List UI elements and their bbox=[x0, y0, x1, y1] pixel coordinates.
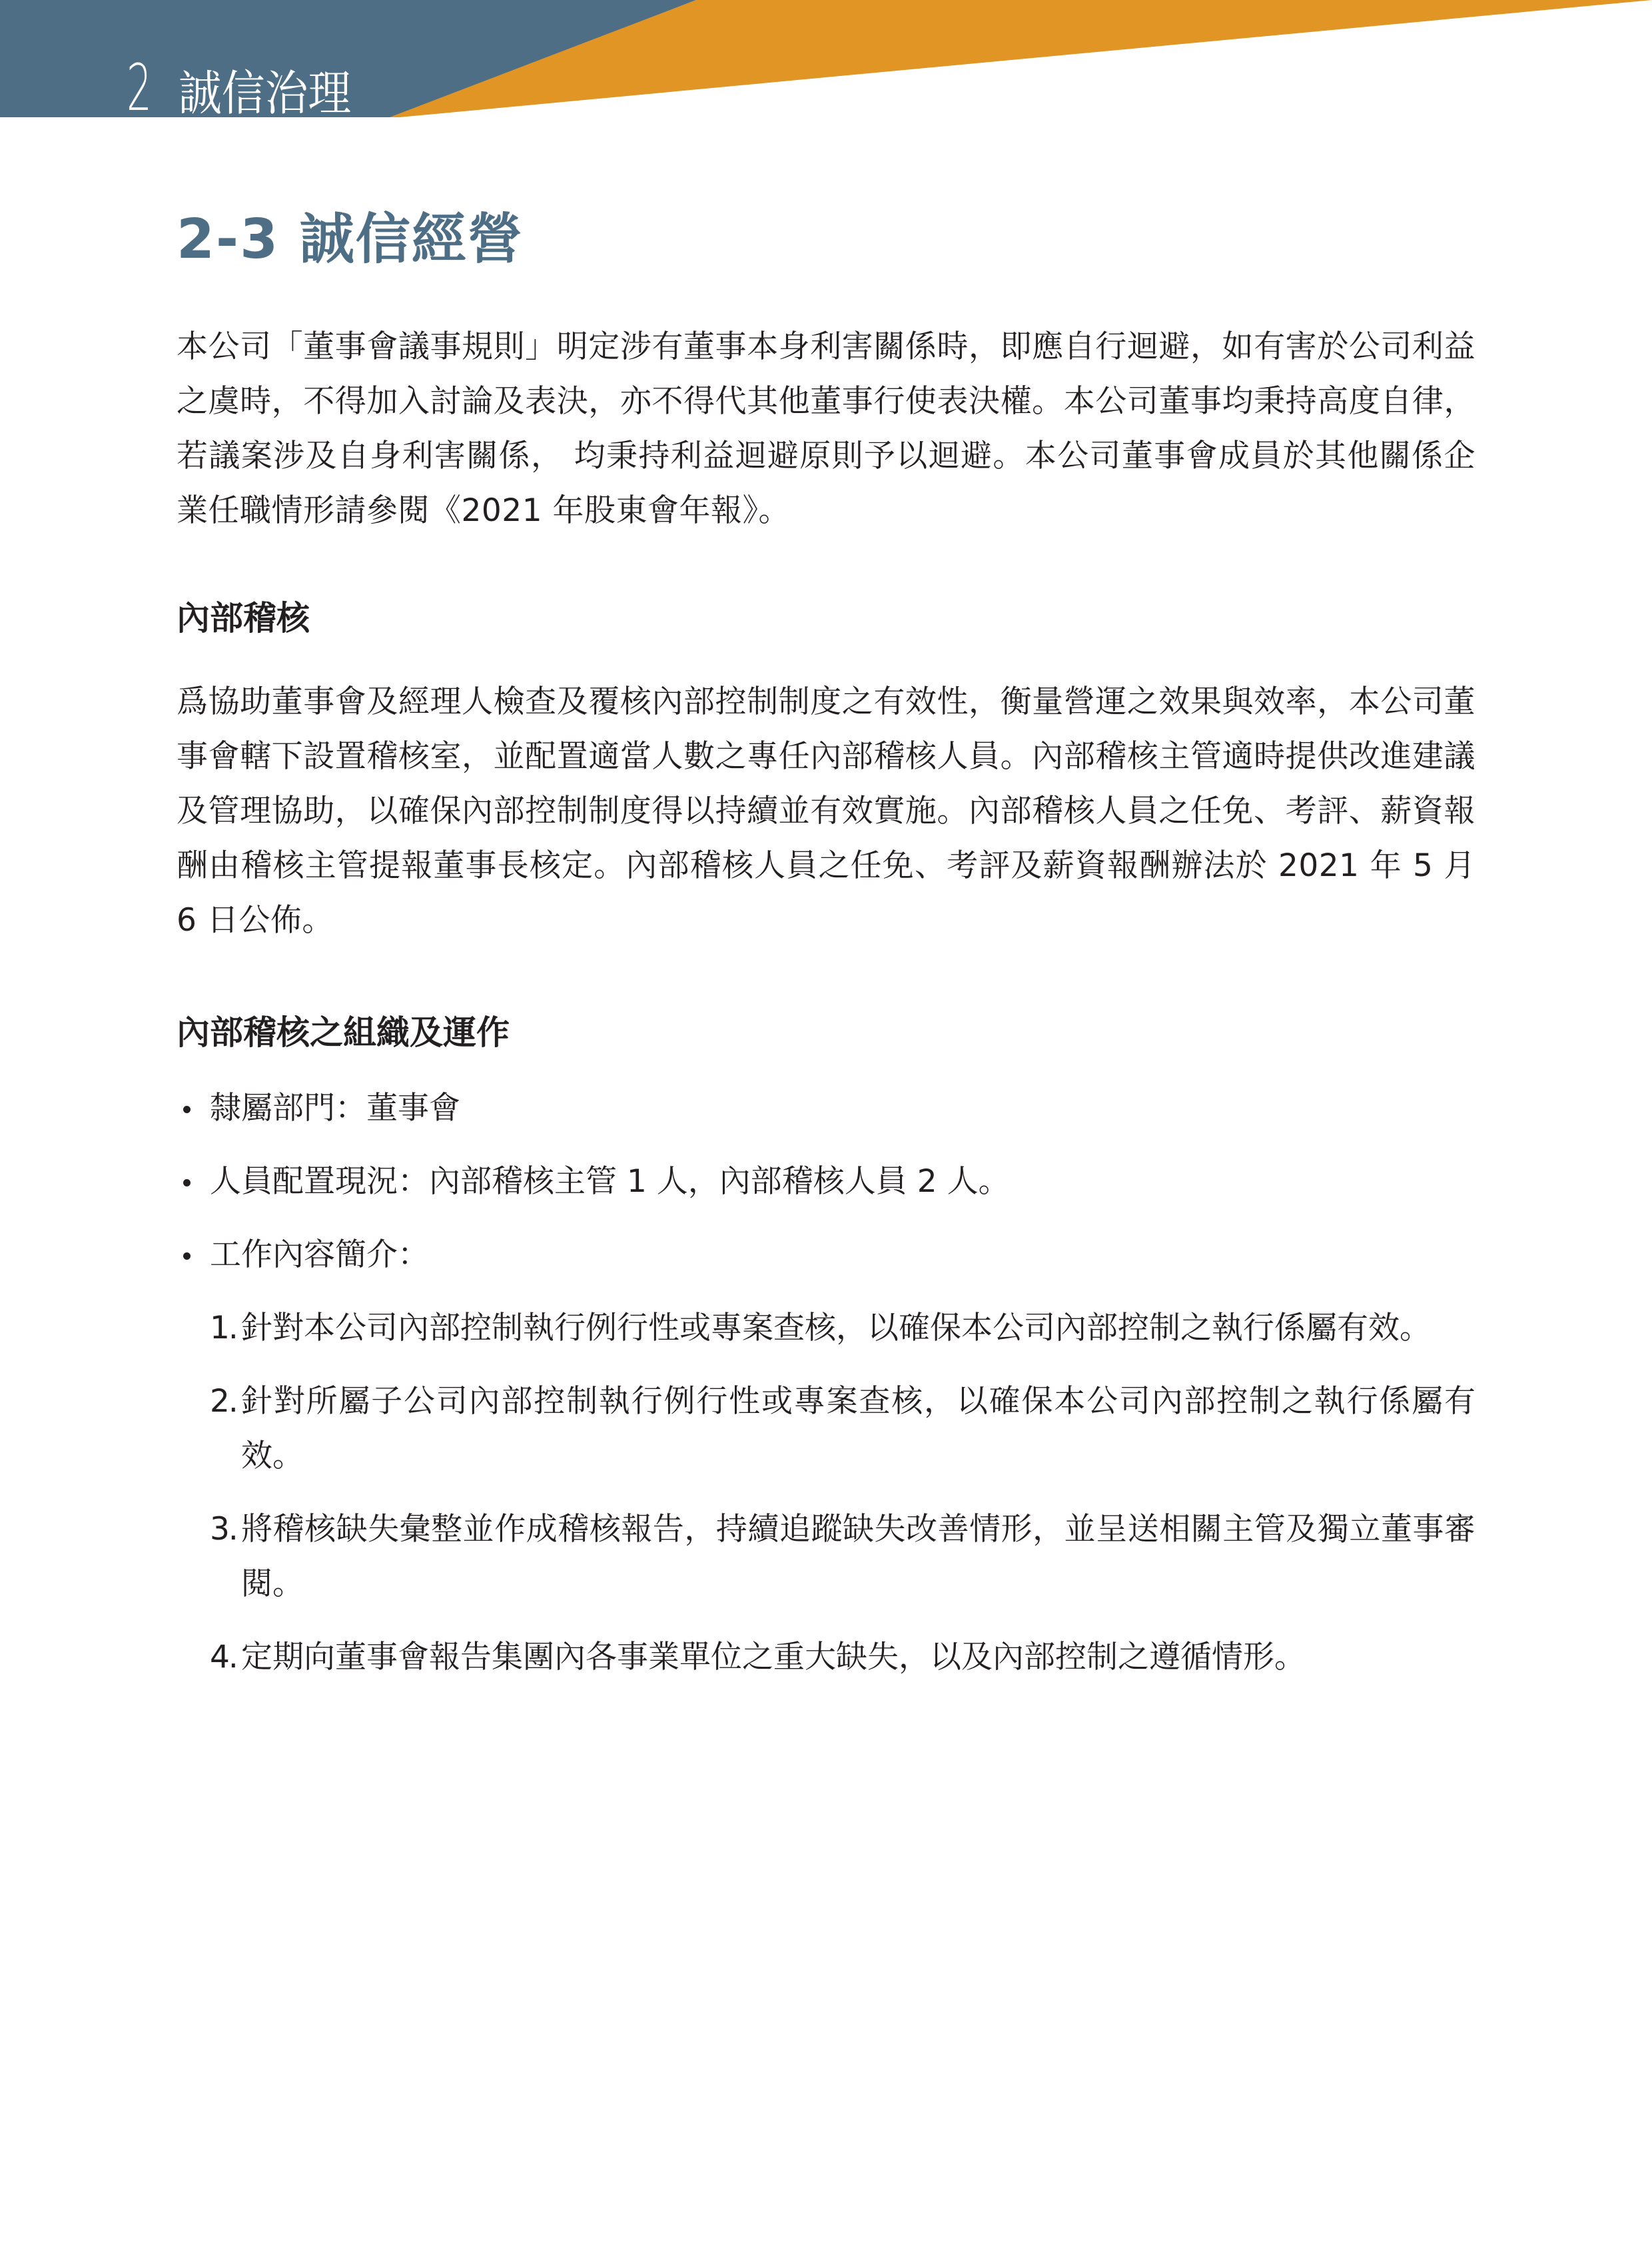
item-text: 針對本公司內部控制執行例行性或專案查核，以確保本公司內部控制之執行係屬有效。 bbox=[241, 1310, 1431, 1346]
item-number: 3. bbox=[210, 1511, 237, 1548]
chapter-label bbox=[127, 51, 370, 125]
numbered-item bbox=[210, 1630, 1475, 1685]
chapter-banner bbox=[0, 0, 1652, 125]
bullet-icon bbox=[177, 1154, 210, 1209]
section-title: 2-3 誠信經營 bbox=[177, 208, 524, 271]
list-item bbox=[177, 1228, 1475, 1282]
bullet-icon bbox=[177, 1081, 210, 1136]
list-item-text: 人員配置現況：內部稽核主管 1 人，內部稽核人員 2 人。 bbox=[210, 1163, 1010, 1200]
bullet-icon bbox=[177, 1228, 210, 1282]
item-text: 定期向董事會報告集團內各事業單位之重大缺失，以及內部控制之遵循情形。 bbox=[241, 1639, 1306, 1675]
page-content bbox=[177, 200, 1475, 1703]
chapter-number: 2 bbox=[127, 51, 152, 125]
item-number: 4. bbox=[210, 1639, 237, 1675]
audit-organization-list bbox=[177, 1081, 1475, 1282]
work-content-list bbox=[210, 1301, 1475, 1685]
list-item-text: 工作內容簡介： bbox=[210, 1236, 429, 1273]
internal-audit-paragraph: 爲協助董事會及經理人檢查及覆核內部控制制度之有效性，衡量營運之效果與效率，本公司董事會轄下設置稽核室，並配置適當人數之專任內部稽核人員。內部稽核主管適時提供改進建議及管理協助，以確保內部控制制度得以持續並有效實施。內部稽核人員之任免、考評、薪資報酬由稽核主管提報董事長核定。內部稽核人員之任免、考評及薪資報酬辦法於 2021 年 5 月 6 日公佈。 bbox=[177, 683, 1475, 939]
numbered-item bbox=[210, 1301, 1475, 1356]
numbered-item bbox=[210, 1374, 1475, 1484]
audit-organization-heading: 內部稽核之組織及運作 bbox=[177, 1013, 510, 1052]
item-text: 將稽核缺失彙整並作成稽核報告，持續追蹤缺失改善情形，並呈送相關主管及獨立董事審閱。 bbox=[241, 1511, 1475, 1602]
list-item-text: 隸屬部門：董事會 bbox=[210, 1090, 460, 1127]
item-text: 針對所屬子公司內部控制執行例行性或專案查核，以確保本公司內部控制之執行係屬有效。 bbox=[241, 1383, 1475, 1474]
numbered-item bbox=[210, 1502, 1475, 1611]
item-number: 2. bbox=[210, 1383, 237, 1420]
list-item bbox=[177, 1081, 1475, 1136]
chapter-title: 誠信治理 bbox=[179, 65, 352, 121]
intro-paragraph: 本公司「董事會議事規則」明定涉有董事本身利害關係時，即應自行迴避，如有害於公司利益之虞時，不得加入討論及表決，亦不得代其他董事行使表決權。本公司董事均秉持高度自律，若議案涉及自身利害關係， 均秉持利益迴避原則予以迴避。本公司董事會成員於其他關係企業任職情形請參閱《2021 年股東會年報》。 bbox=[177, 328, 1475, 529]
item-number: 1. bbox=[210, 1310, 237, 1346]
internal-audit-heading: 內部稽核 bbox=[177, 599, 310, 638]
list-item bbox=[177, 1154, 1475, 1209]
